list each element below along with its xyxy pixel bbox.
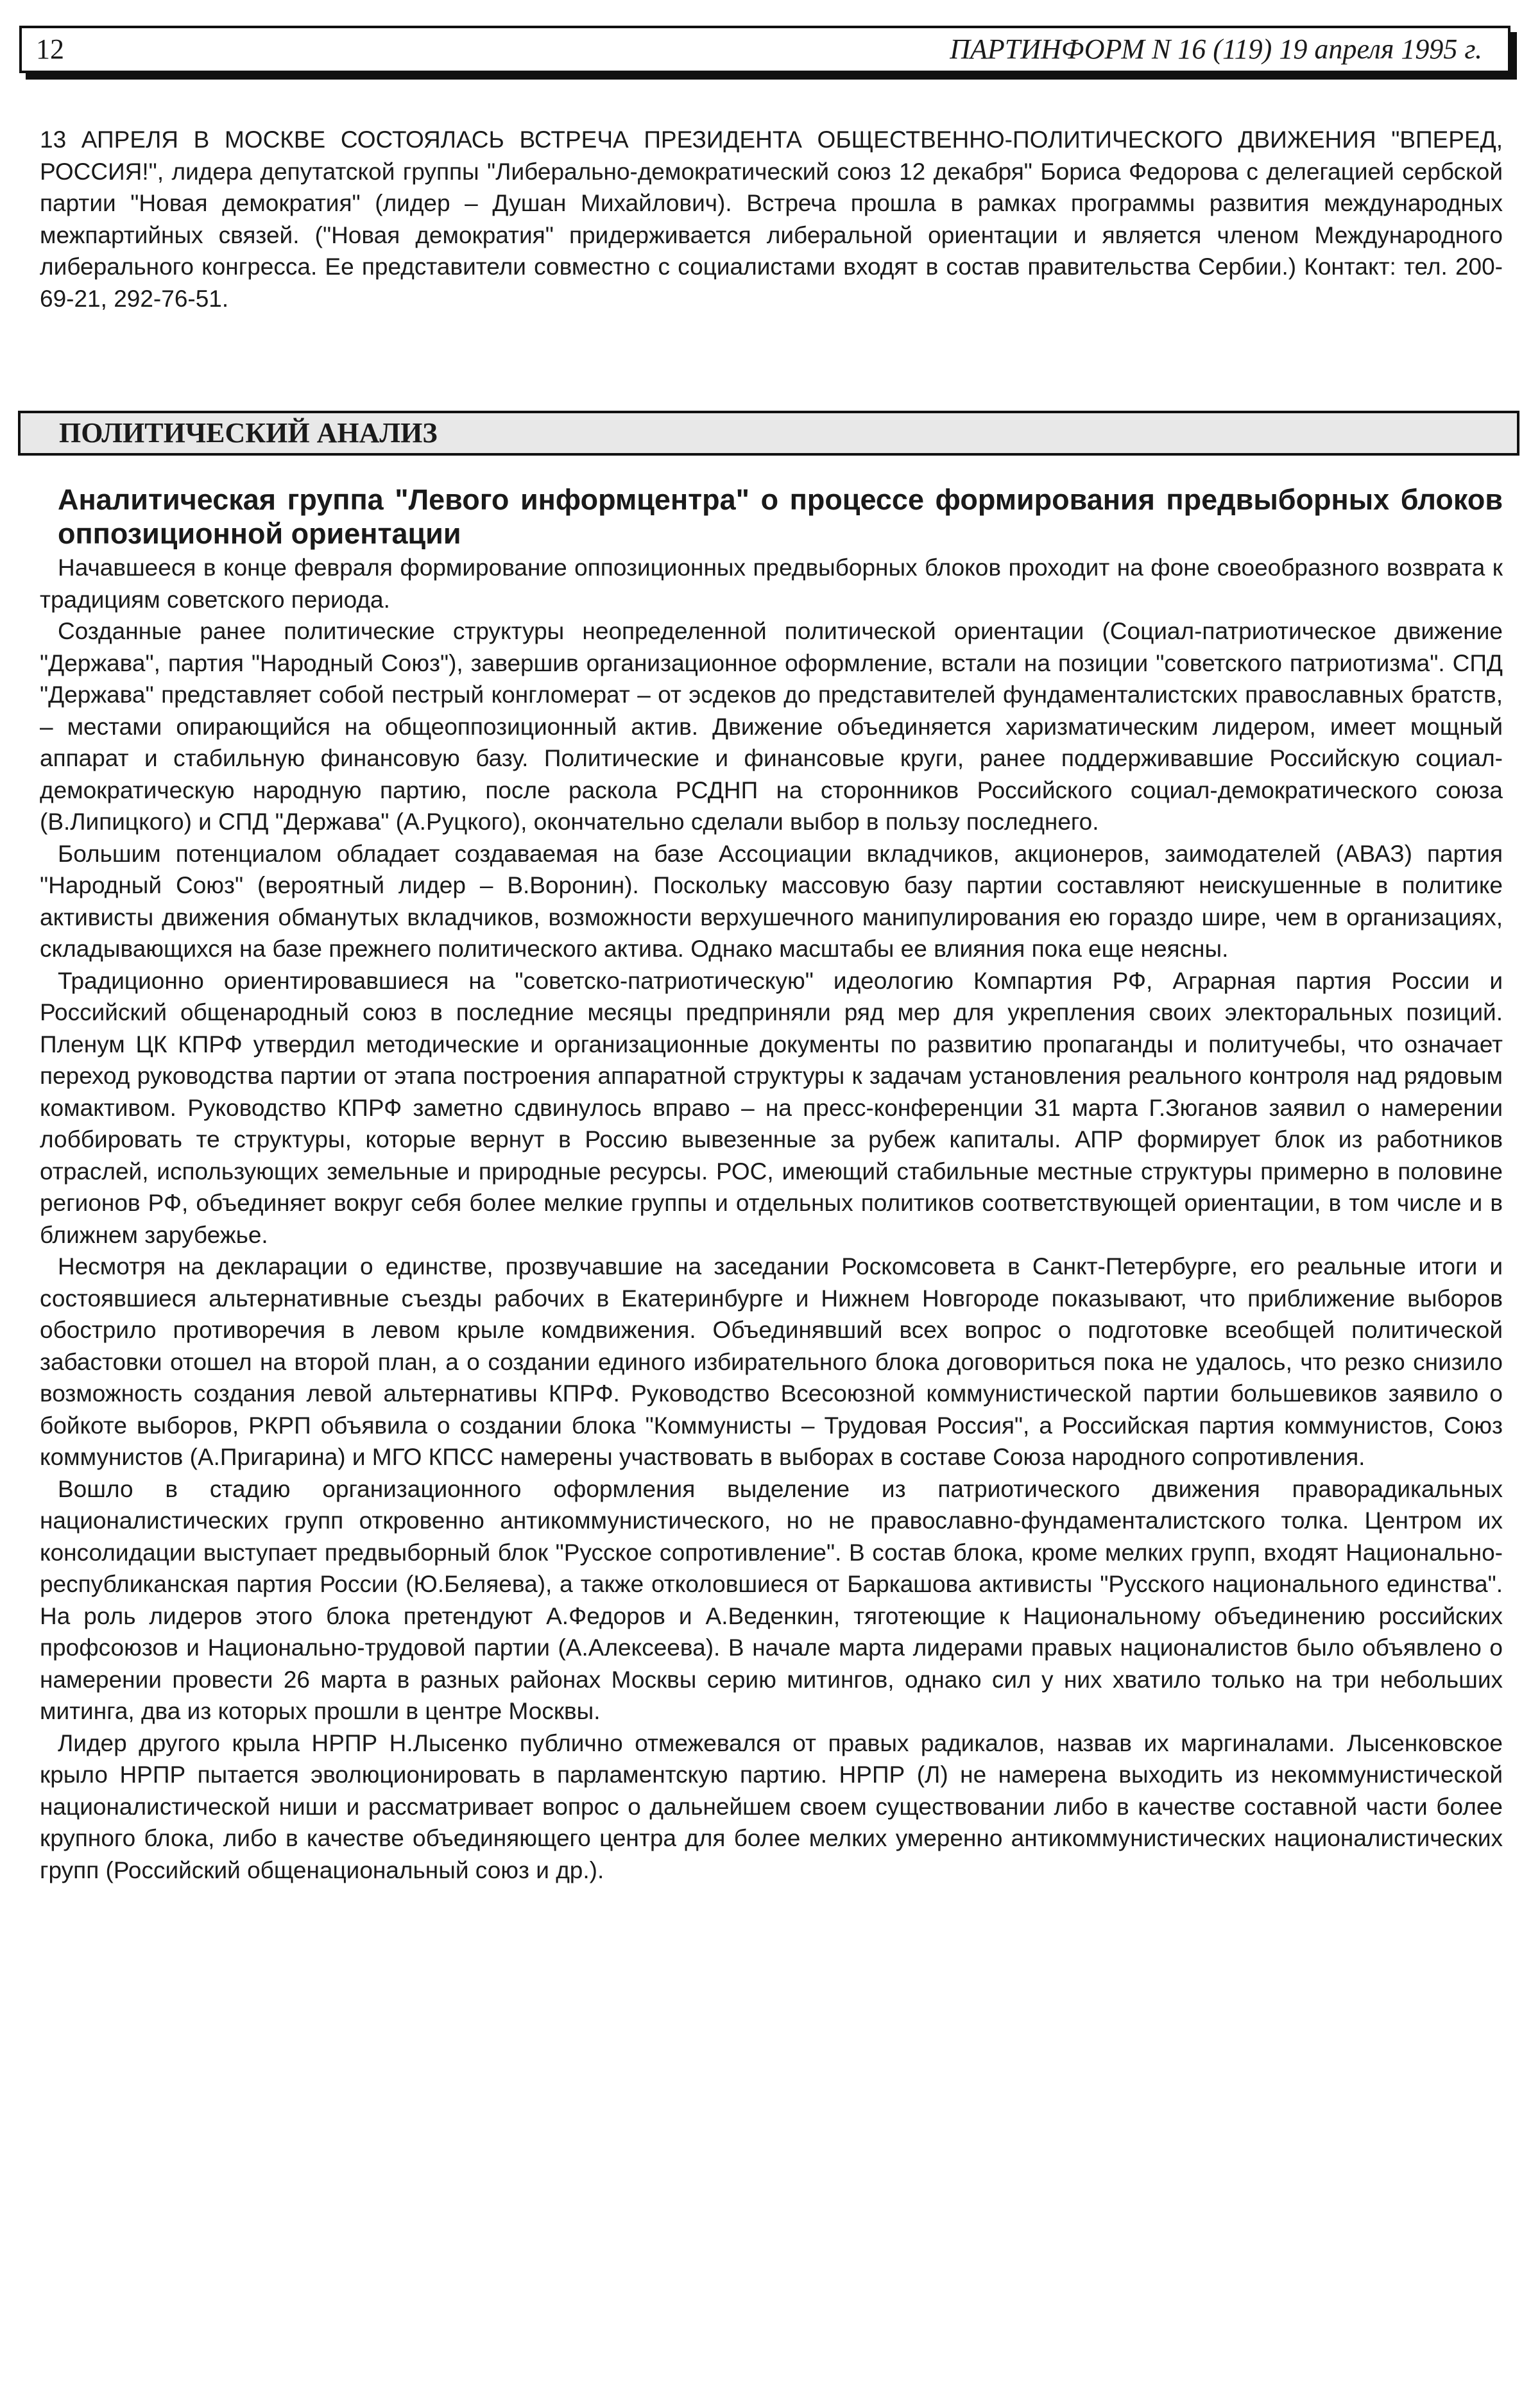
publication-title: ПАРТИНФОРМ N 16 (119) 19 апреля 1995 г. <box>950 33 1482 65</box>
article-paragraph: Лидер другого крыла НРПР Н.Лысенко публично отмежевался от правых радикалов, назвав их маргиналами. Лысенковское крыло НРПР пытается эволюционировать в парламентскую партию. НРПР (Л) не намерена выходить из некоммунистической националистической ниши и рассматривает вопрос о дальнейшем своем существовании либо в качестве составной части более крупного блока, либо в качестве объединяющего центра для более мелких умеренно антикоммунистических националистических групп (Российский общенациональный союз и др.). <box>40 1729 1503 1883</box>
intro-paragraph: 13 АПРЕЛЯ В МОСКВЕ СОСТОЯЛАСЬ ВСТРЕЧА ПРЕЗИДЕНТА ОБЩЕСТВЕННО-ПОЛИТИЧЕСКОГО ДВИЖЕНИЯ "ВПЕРЕД, РОССИЯ!", лидера депутатской группы "Либерально-демократический союз 12 декабря" Бориса Федорова с делегацией сербской партии "Новая демократия" (лидер – Душан Михайлович). Встреча прошла в рамках программы развития международных межпартийных связей. ("Новая демократия" придерживается либеральной ориентации и является членом Международного либерального конгресса. Ее представители совместно с социалистами входят в состав правительства Сербии.) Контакт: тел. 200-69-21, 292-76-51. <box>40 126 1503 312</box>
article-paragraph: Несмотря на декларации о единстве, прозвучавшие на заседании Роскомсовета в Санкт-Петербурге, его реальные итоги и состоявшиеся альтернативные съезды рабочих в Екатеринбурге и Нижнем Новгороде показывают, что приближение выборов обострило противоречия в левом крыле комдвижения. Объединявший всех вопрос о подготовке всеобщей политической забастовки отошел на второй план, а о создании единого избирательного блока договориться пока не удалось, что резко снизило возможность создания левой альтернативы КПРФ. Руководство Всесоюзной коммунистической партии большевиков заявило о бойкоте выборов, РКРП объявила о создании блока "Коммунисты – Трудовая Россия", а Российская партия коммунистов, Союз коммунистов (А.Пригарина) и МГО КПСС намерены участвовать в выборах в составе Союза народного сопротивления. <box>40 1253 1503 1470</box>
article-paragraph: Вошло в стадию организационного оформления выделение из патриотического движения праворадикальных националистических групп откровенно антикоммунистического, но не православно-фундаменталистского толка. Центром их консолидации выступает предвыборный блок "Русское сопротивление". В состав блока, кроме мелких групп, входят Национально-республиканская партия России (Ю.Беляева), а также отколовшиеся от Баркашова активисты "Русского национального единства". На роль лидеров этого блока претендуют А.Федоров и А.Веденкин, тяготеющие к Национальному объединению российских профсоюзов и Национально-трудовой партии (А.Алексеева). В начале марта лидерами правых националистов было объявлено о намерении провести 26 марта в разных районах Москвы серию митингов, однако сил у них хватило только на три небольших митинга, два из которых прошли в центре Москвы. <box>40 1475 1503 1724</box>
article-title: Аналитическая группа "Левого информцентра" о процессе формирования предвыборных блоков оппозиционной ориентации <box>58 483 1503 550</box>
page-number: 12 <box>36 33 64 65</box>
page-header <box>19 26 1510 73</box>
article <box>40 483 1503 1886</box>
article-paragraph: Созданные ранее политические структуры неопределенной политической ориентации (Социал-патриотическое движение "Держава", партия "Народный Союз"), завершив организационное оформление, встали на позиции "советского патриотизма". СПД "Держава" представляет собой пестрый конгломерат – от эсдеков до представителей фундаменталистских православных братств, – местами опирающийся на общеоппозиционный актив. Движение объединяется харизматическим лидером, имеет мощный аппарат и стабильную финансовую базу. Политические и финансовые круги, ранее поддерживавшие Российскую социал-демократическую народную партию, после раскола РСДНП на сторонников Российского социал-демократического союза (В.Липицкого) и СПД "Держава" (А.Руцкого), окончательно сделали выбор в пользу последнего. <box>40 618 1503 835</box>
article-paragraph: Большим потенциалом обладает создаваемая на базе Ассоциации вкладчиков, акционеров, заимодателей (АВАЗ) партия "Народный Союз" (вероятный лидер – В.Воронин). Поскольку массовую базу партии составляют неискушенные в политике активисты движения обманутых вкладчиков, возможности верхушечного манипулирования ею гораздо шире, чем в организациях, складывающихся на базе прежнего политического актива. Однако масштабы ее влияния пока еще неясны. <box>40 840 1503 962</box>
section-heading-bar <box>18 411 1519 456</box>
article-paragraph: Начавшееся в конце февраля формирование оппозиционных предвыборных блоков проходит на фоне своеобразного возврата к традициям советского периода. <box>40 554 1503 613</box>
section-title: ПОЛИТИЧЕСКИЙ АНАЛИЗ <box>59 417 438 449</box>
article-paragraph: Традиционно ориентировавшиеся на "советско-патриотическую" идеологию Компартия РФ, Аграрная партия России и Российский общенародный союз в последние месяцы предприняли ряд мер для укрепления своих электоральных позиций. Пленум ЦК КПРФ утвердил методические и организационные документы по развитию пропаганды и политучебы, что означает переход руководства партии от этапа построения аппаратной структуры к задачам установления реального контроля над рядовым комактивом. Руководство КПРФ заметно сдвинулось вправо – на пресс-конференции 31 марта Г.Зюганов заявил о намерении лоббировать те структуры, которые вернут в Россию вывезенные за рубеж капиталы. АПР формирует блок из работников отраслей, использующих земельные и природные ресурсы. РОС, имеющий стабильные местные структуры примерно в половине регионов РФ, объединяет вокруг себя более мелкие группы и отдельных политиков соответствующей ориентации, в том числе и в ближнем зарубежье. <box>40 967 1503 1248</box>
